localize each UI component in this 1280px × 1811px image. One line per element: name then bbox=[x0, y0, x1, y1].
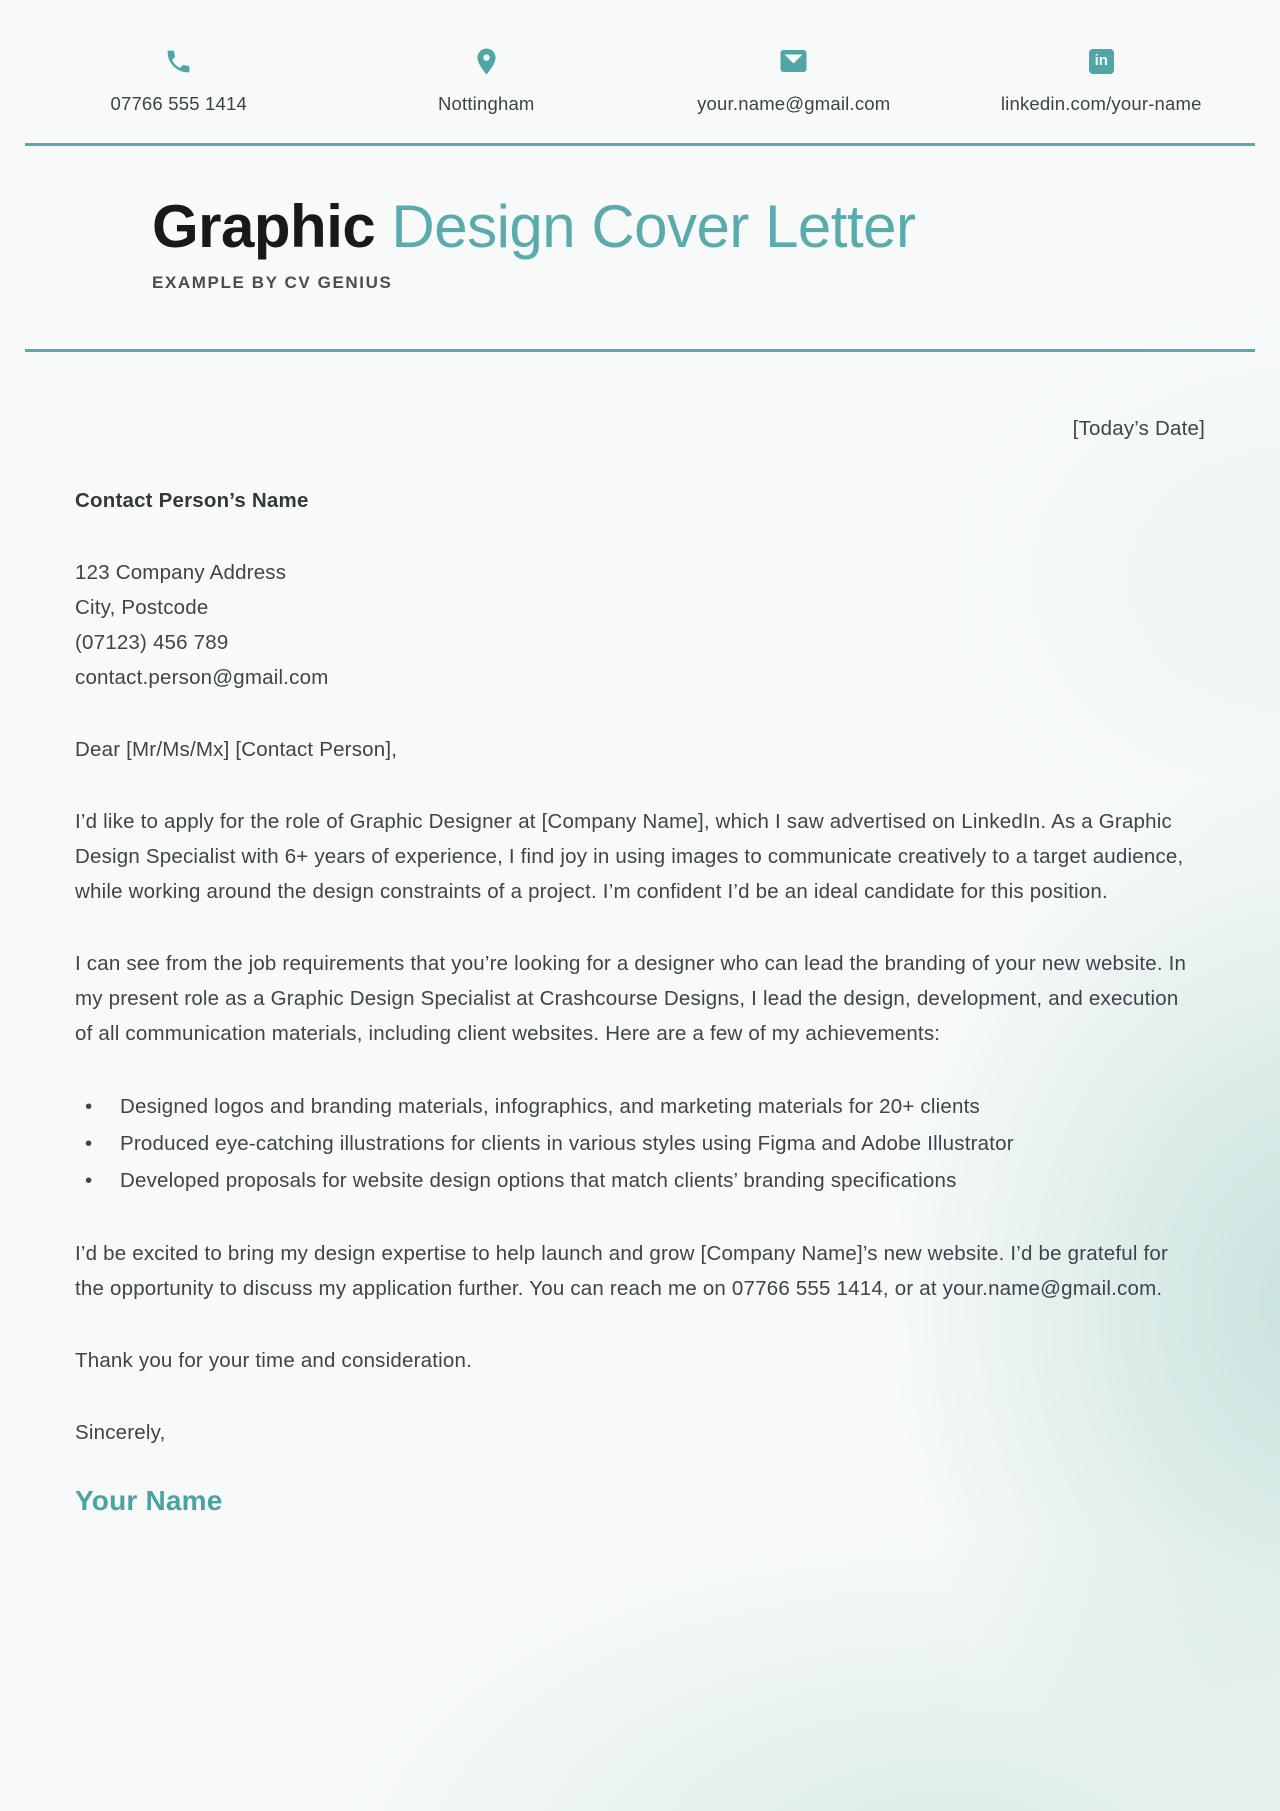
paragraph-intro: I’d like to apply for the role of Graphic Designer at [Company Name], which I saw advertised on LinkedIn. As a Graphic Design Specialist with 6+ years of experience, I find joy in using images to communicate creatively to a target audience, while working around the design constraints of a project. I’m confident I’d be an ideal candidate for this position. bbox=[75, 810, 1184, 903]
phone-number: 07766 555 1414 bbox=[110, 93, 248, 114]
contact-item-linkedin bbox=[948, 46, 1256, 116]
achievements-list bbox=[75, 1088, 1227, 1199]
page-title bbox=[152, 193, 1205, 260]
title-word-graphic: Graphic bbox=[152, 193, 376, 260]
list-item: • Designed logos and branding materials, infographics, and marketing materials for 20+ clients bbox=[75, 1088, 1227, 1125]
sign-off: Sincerely, bbox=[75, 1421, 166, 1444]
contact-item-phone bbox=[25, 46, 333, 116]
signature-name: Your Name bbox=[75, 1485, 223, 1516]
location-text: Nottingham bbox=[437, 93, 535, 114]
paragraph-call-to-action: I’d be excited to bring my design expertise to help launch and grow [Company Name]’s new website. I’d be grateful for the opportunity to discuss my application further. You can reach me on 07766 555 1414, or at your.name@gmail.com. bbox=[75, 1242, 1169, 1300]
email-text: your.name@gmail.com bbox=[697, 93, 891, 114]
paragraph-experience: I can see from the job requirements that you’re looking for a designer who can lead the branding of your new website. In my present role as a Graphic Design Specialist at Crashcourse Designs, I lead the design, development, and execution of all communication materials, including client websites. Here are a few of my achievements: bbox=[75, 952, 1187, 1045]
closing-line: Thank you for your time and consideration. bbox=[75, 1349, 472, 1372]
phone-icon bbox=[164, 46, 193, 76]
email-icon bbox=[780, 46, 807, 76]
linkedin-text: linkedin.com/your-name bbox=[1000, 93, 1202, 114]
date-line: [Today’s Date] bbox=[1072, 417, 1205, 440]
letter-body bbox=[0, 411, 1280, 1518]
contact-item-location bbox=[333, 46, 641, 116]
title-rest: Design Cover Letter bbox=[391, 193, 916, 260]
address-line: 123 Company Address bbox=[75, 561, 287, 584]
linkedin-glyph: in bbox=[1089, 49, 1114, 74]
title-block bbox=[152, 193, 1205, 293]
linkedin-icon bbox=[1089, 46, 1114, 76]
address-line: contact.person@gmail.com bbox=[75, 666, 329, 689]
recipient-address bbox=[75, 555, 1205, 695]
list-item: • Produced eye-catching illustrations for clients in various styles using Figma and Adobe Illustrator bbox=[75, 1125, 1227, 1162]
header-divider bbox=[25, 143, 1255, 146]
address-line: (07123) 456 789 bbox=[75, 631, 229, 654]
contact-item-email bbox=[640, 46, 948, 116]
title-divider bbox=[25, 349, 1255, 352]
salutation: Dear [Mr/Ms/Mx] [Contact Person], bbox=[75, 738, 398, 761]
location-icon bbox=[471, 46, 502, 76]
contact-bar bbox=[0, 0, 1280, 116]
list-item: • Developed proposals for website design options that match clients’ branding specifications bbox=[75, 1162, 1227, 1199]
address-line: City, Postcode bbox=[75, 596, 209, 619]
recipient-name: Contact Person’s Name bbox=[75, 489, 309, 512]
page-subtitle: EXAMPLE BY CV GENIUS bbox=[152, 273, 393, 292]
